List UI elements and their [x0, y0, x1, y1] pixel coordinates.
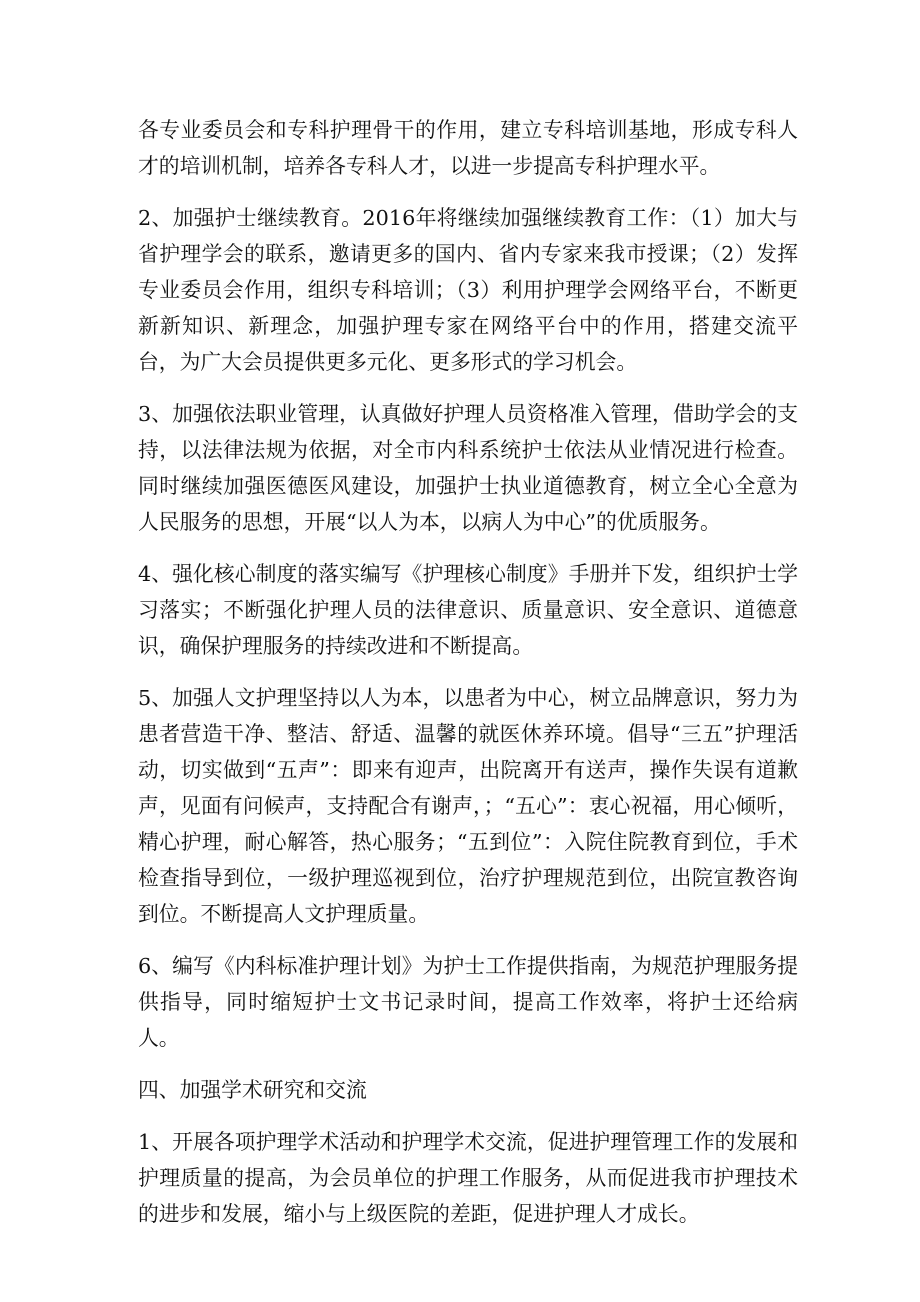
section-heading-academic-research: 四、加强学术研究和交流: [138, 1078, 367, 1102]
paragraph-continuing-education: 2、加强护士继续教育。2016年将继续加强继续教育工作：（1）加大与省护理学会的联系，邀请更多的国内、省内专家来我市授课；（2）发挥专业委员会作用，组织专科培训；（3）利用护理学会网络平台，不断更新新知识、新理念，加强护理专家在网络平台中的作用，搭建交流平台，为广大会员提供更多元化、更多形式的学习机会。: [138, 206, 798, 374]
paragraph-standard-nursing-plan: 6、编写《内科标准护理计划》为护士工作提供指南，为规范护理服务提供指导，同时缩短护士文书记录时间，提高工作效率，将护士还给病人。: [138, 954, 798, 1050]
paragraph-humanistic-nursing: 5、加强人文护理坚持以人为本，以患者为中心，树立品牌意识，努力为患者营造干净、整洁、舒适、温馨的就医休养环境。倡导“三五”护理活动，切实做到“五声”：即来有迎声，出院离开有送声，操作失误有道歉声，见面有问候声，支持配合有谢声，；“五心”：衷心祝福，用心倾听，精心护理，耐心解答，热心服务；“五到位”：入院住院教育到位，手术检查指导到位，一级护理巡视到位，治疗护理规范到位，出院宣教咨询到位。不断提高人文护理质量。: [138, 686, 798, 926]
paragraph-legal-practice-management: 3、加强依法职业管理，认真做好护理人员资格准入管理，借助学会的支持，以法律法规为依据，对全市内科系统护士依法从业情况进行检查。同时继续加强医德医风建设，加强护士执业道德教育，树立全心全意为人民服务的思想，开展“以人为本，以病人为中心”的优质服务。: [138, 402, 798, 534]
document-body: [138, 112, 798, 1248]
paragraph-core-system-implementation: 4、强化核心制度的落实编写《护理核心制度》手册并下发，组织护士学习落实；不断强化护理人员的法律意识、质量意识、安全意识、道德意识，确保护理服务的持续改进和不断提高。: [138, 562, 798, 658]
paragraph-specialist-training: 各专业委员会和专科护理骨干的作用，建立专科培训基地，形成专科人才的培训机制，培养各专科人才，以进一步提高专科护理水平。: [138, 118, 798, 178]
paragraph-academic-activities: 1、开展各项护理学术活动和护理学术交流，促进护理管理工作的发展和护理质量的提高，为会员单位的护理工作服务，从而促进我市护理技术的进步和发展，缩小与上级医院的差距，促进护理人才成长。: [138, 1130, 798, 1226]
